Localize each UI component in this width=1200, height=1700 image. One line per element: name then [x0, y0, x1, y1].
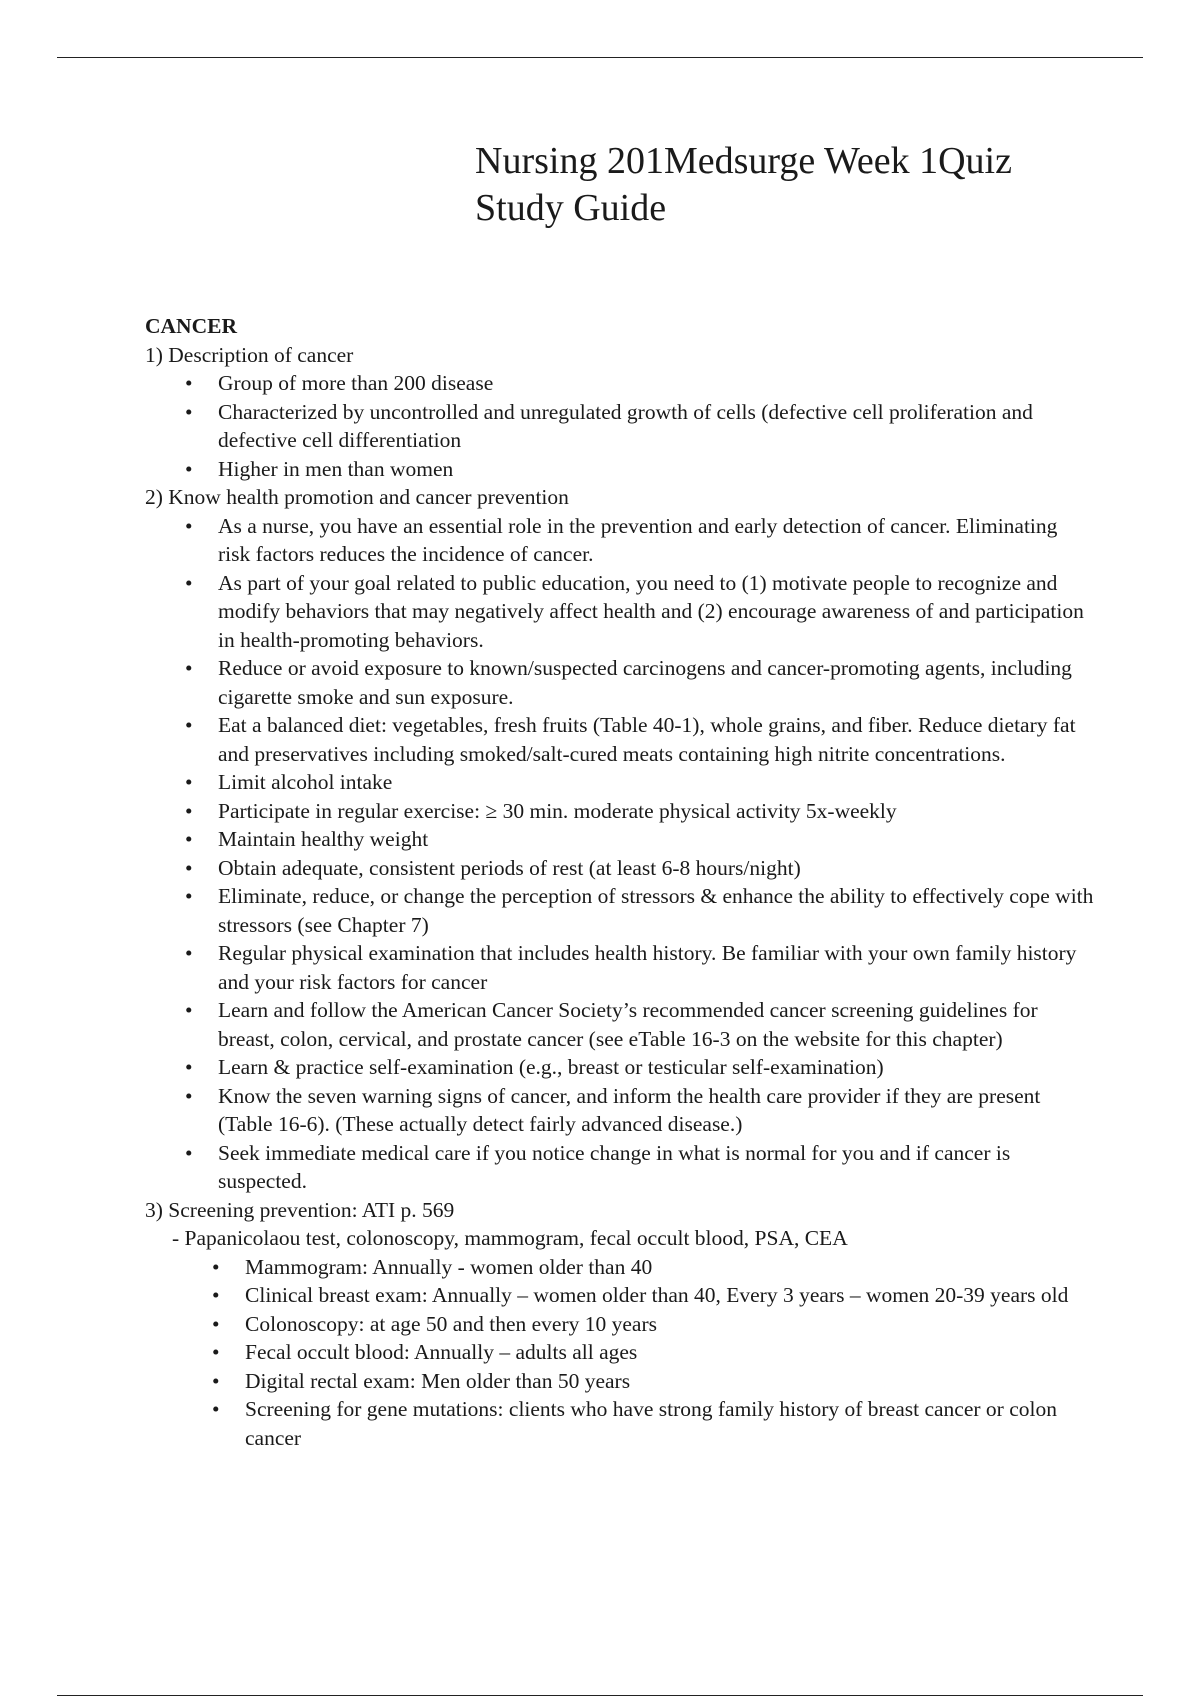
list-item: • Clinical breast exam: Annually – women older than 40, Every 3 years – women 20-39 years old [145, 1281, 1095, 1310]
item-heading-description: 1) Description of cancer [145, 342, 354, 367]
list-item: • As part of your goal related to public education, you need to (1) motivate people to recognize and modify behaviors that may negatively affect health and (2) encourage awareness of and participation in health-promoting behaviors. [145, 569, 1095, 655]
screening-tests-line: - Papanicolaou test, colonoscopy, mammogram, fecal occult blood, PSA, CEA [172, 1226, 848, 1250]
item-heading-screening: 3) Screening prevention: ATI p. 569 [145, 1197, 455, 1222]
health-promotion-bullet-list [145, 512, 1095, 1196]
list-item: • Limit alcohol intake [145, 768, 1095, 797]
description-bullet-list [145, 369, 1095, 483]
list-item: • Maintain healthy weight [145, 825, 1095, 854]
list-item: • Know the seven warning signs of cancer, and inform the health care provider if they are present (Table 16-6). (These actually detect fairly advanced disease.) [145, 1082, 1095, 1139]
list-item: • Seek immediate medical care if you notice change in what is normal for you and if cancer is suspected. [145, 1139, 1095, 1196]
list-item: • Regular physical examination that includes health history. Be familiar with your own family history and your risk factors for cancer [145, 939, 1095, 996]
list-item: • Characterized by uncontrolled and unregulated growth of cells (defective cell proliferation and defective cell differentiation [145, 398, 1095, 455]
list-item: • Mammogram: Annually - women older than 40 [145, 1253, 1095, 1282]
document-body [145, 312, 1095, 1452]
screening-bullet-list [145, 1253, 1095, 1453]
list-item: • Obtain adequate, consistent periods of rest (at least 6-8 hours/night) [145, 854, 1095, 883]
list-item: • As a nurse, you have an essential role in the prevention and early detection of cancer. Eliminating risk factors reduces the incidence of cancer. [145, 512, 1095, 569]
list-item: • Digital rectal exam: Men older than 50 years [145, 1367, 1095, 1396]
list-item: • Learn and follow the American Cancer Society’s recommended cancer screening guidelines for breast, colon, cervical, and prostate cancer (see eTable 16-3 on the website for this chapter) [145, 996, 1095, 1053]
title-line-2: Study Guide [475, 187, 667, 229]
list-item: • Screening for gene mutations: clients who have strong family history of breast cancer or colon cancer [145, 1395, 1095, 1452]
list-item: • Eat a balanced diet: vegetables, fresh fruits (Table 40-1), whole grains, and fiber. Reduce dietary fat and preservatives including smoked/salt-cured meats containing high nitrite concentrations. [145, 711, 1095, 768]
bottom-rule [57, 1695, 1143, 1696]
section-heading-cancer: CANCER [145, 314, 237, 338]
document-title [475, 138, 1115, 232]
title-line-1: Nursing 201Medsurge Week 1Quiz [475, 140, 1012, 182]
top-rule [57, 57, 1143, 58]
item-heading-health-promotion: 2) Know health promotion and cancer prevention [145, 485, 569, 509]
list-item: • Reduce or avoid exposure to known/suspected carcinogens and cancer-promoting agents, including cigarette smoke and sun exposure. [145, 654, 1095, 711]
list-item: • Group of more than 200 disease [145, 369, 1095, 398]
list-item: • Fecal occult blood: Annually – adults all ages [145, 1338, 1095, 1367]
list-item: • Eliminate, reduce, or change the perception of stressors & enhance the ability to effectively cope with stressors (see Chapter 7) [145, 882, 1095, 939]
list-item: • Participate in regular exercise: ≥ 30 min. moderate physical activity 5x-weekly [145, 797, 1095, 826]
list-item: • Learn & practice self-examination (e.g., breast or testicular self-examination) [145, 1053, 1095, 1082]
list-item: • Higher in men than women [145, 455, 1095, 484]
list-item: • Colonoscopy: at age 50 and then every 10 years [145, 1310, 1095, 1339]
